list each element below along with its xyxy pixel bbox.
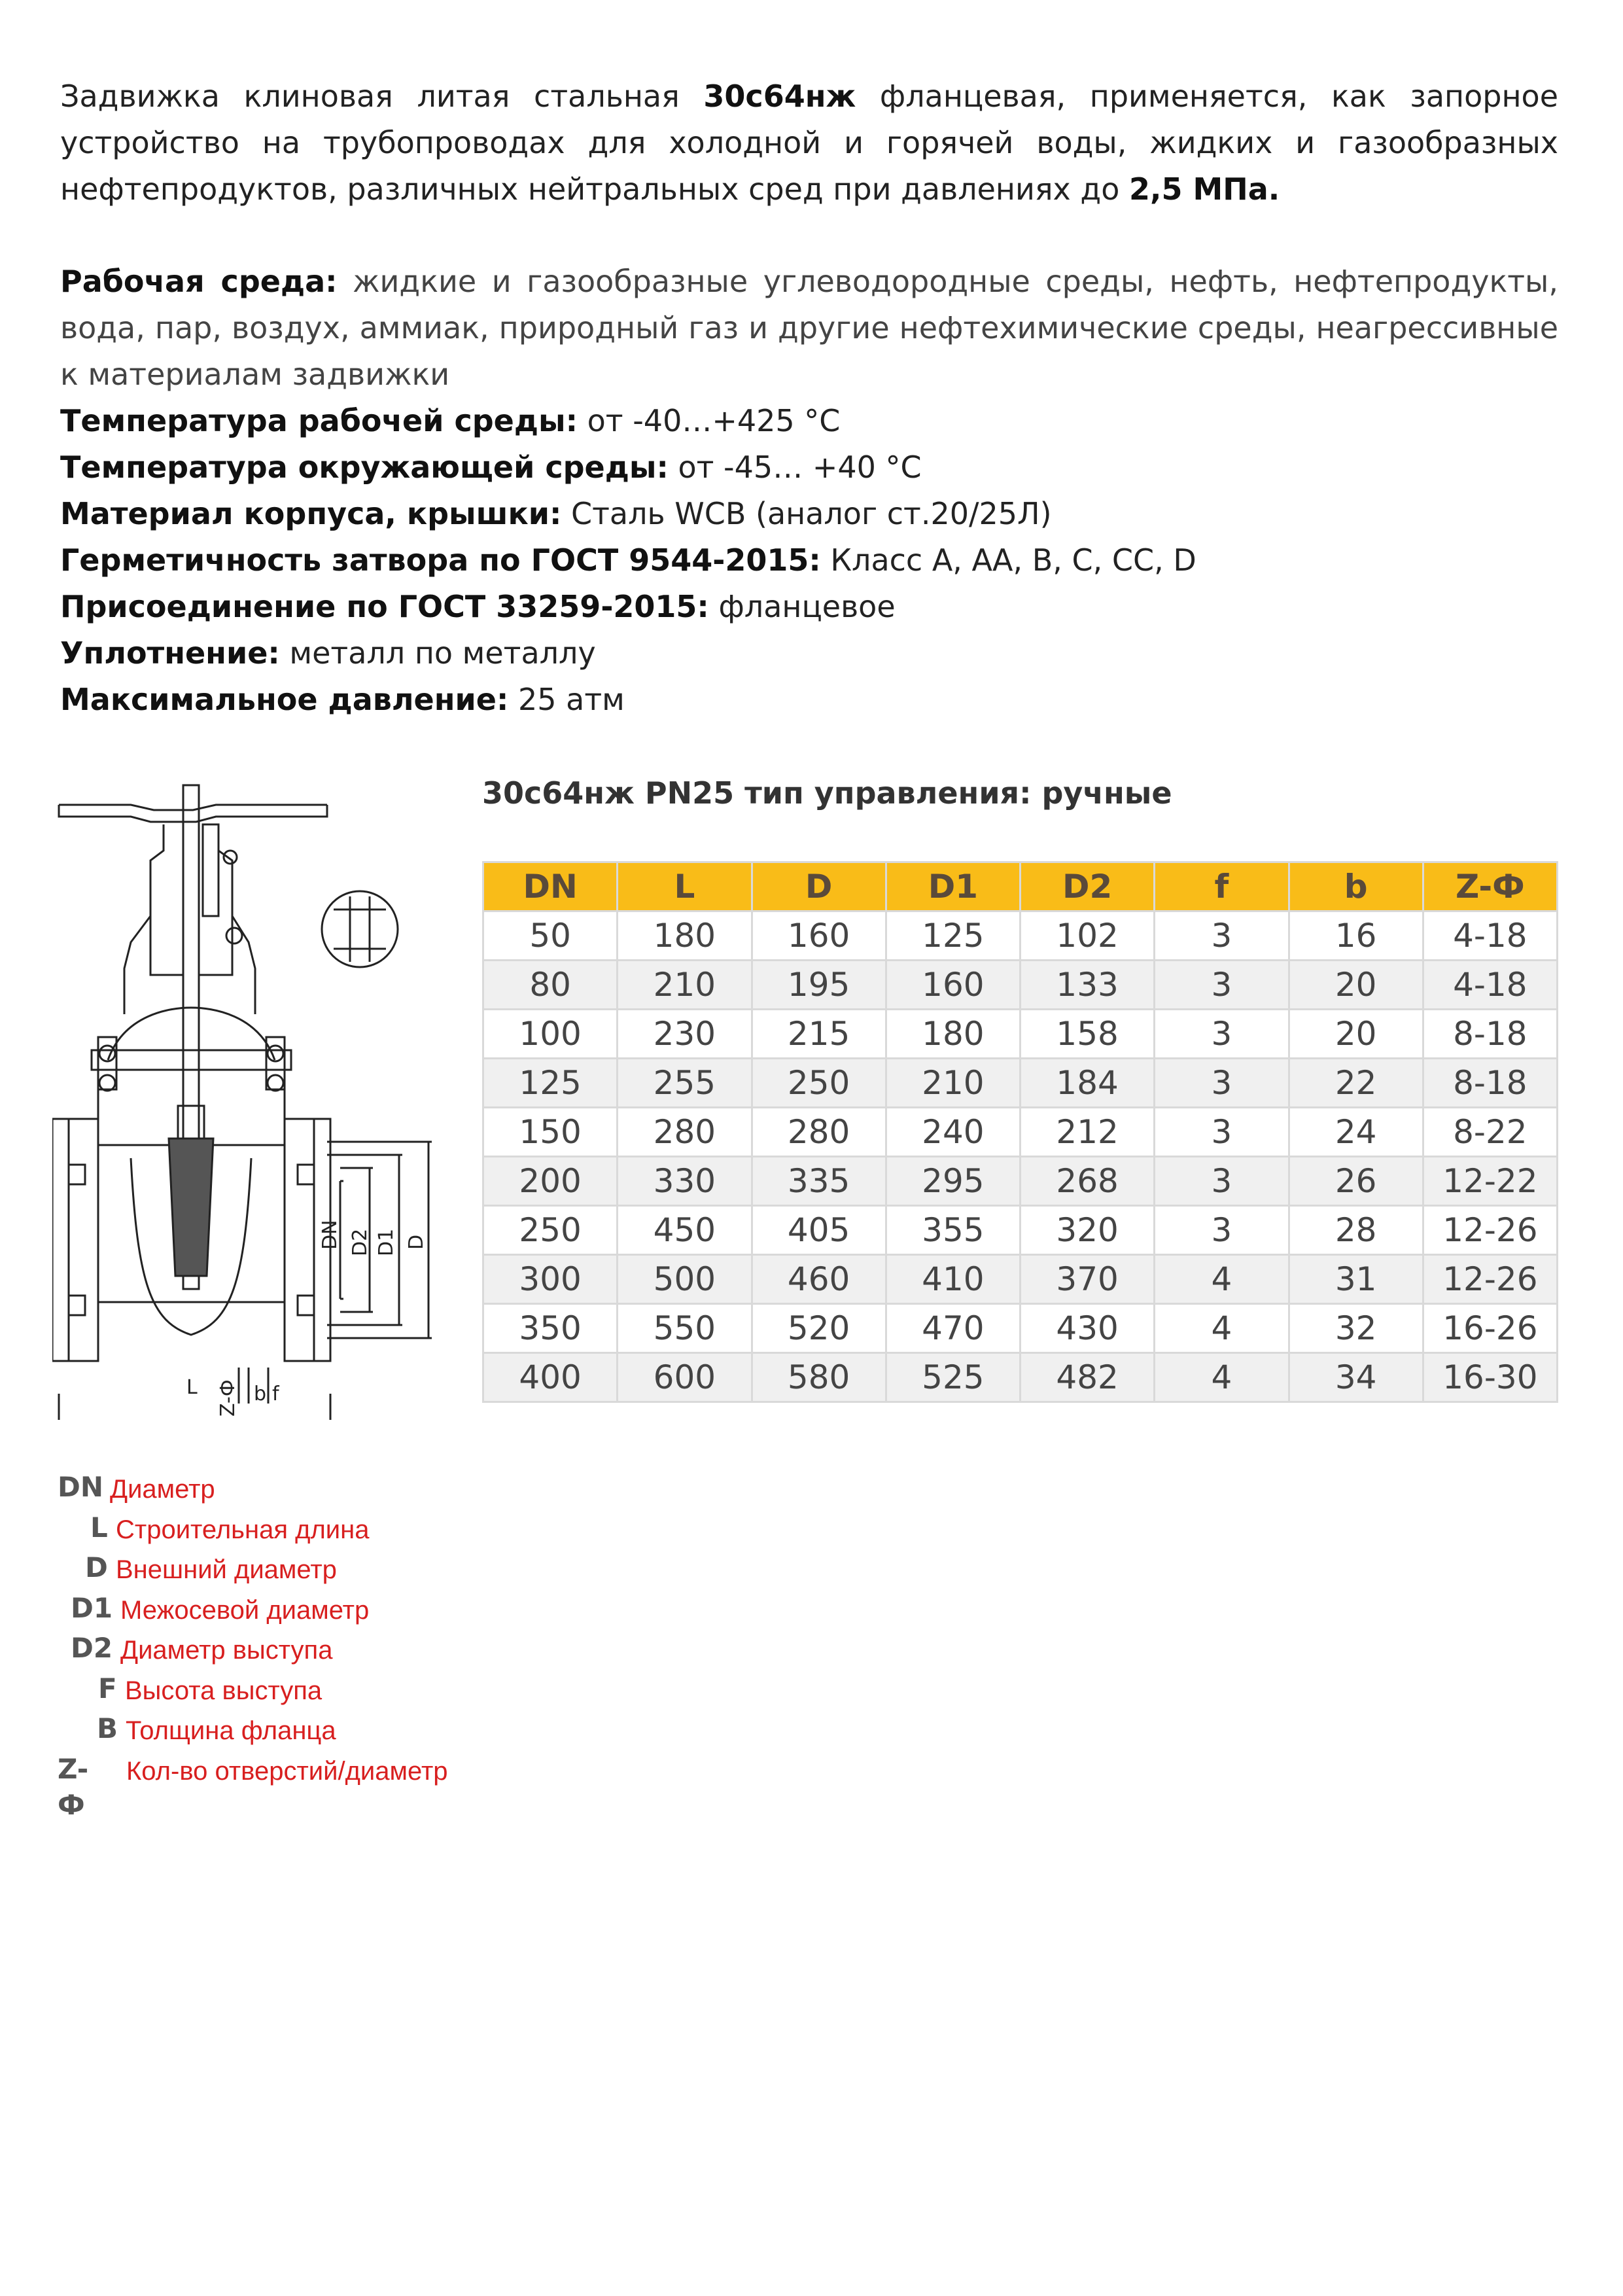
table-cell: 230	[618, 1010, 752, 1059]
legend-description: Строительная длина	[116, 1515, 370, 1544]
spec-label: Температура рабочей среды:	[60, 403, 578, 438]
legend-description: Высота выступа	[125, 1676, 323, 1705]
legend-description: Межосевой диаметр	[120, 1595, 370, 1625]
model-name: 30с64нж	[703, 79, 856, 114]
table-cell: 255	[618, 1059, 752, 1108]
legend-description: Диаметр выступа	[120, 1636, 333, 1665]
table-cell: 3	[1155, 1010, 1289, 1059]
table-cell: 250	[483, 1206, 618, 1255]
legend-code: Z-Ф	[58, 1752, 89, 1821]
table-row	[483, 911, 1558, 961]
legend-code: DN	[58, 1471, 104, 1503]
intro-text-1: Задвижка клиновая литая стальная	[60, 79, 704, 114]
dimensions-table	[482, 861, 1558, 1403]
table-cell: 28	[1289, 1206, 1423, 1255]
col-header: Z-Ф	[1423, 862, 1557, 911]
table-cell: 410	[886, 1255, 1020, 1304]
legend-code: F	[98, 1672, 117, 1704]
table-title: 30с64нж PN25 тип управления: ручные	[482, 775, 1172, 811]
table-cell: 600	[618, 1353, 752, 1402]
table-cell: 212	[1021, 1108, 1155, 1157]
table-cell: 4	[1155, 1353, 1289, 1402]
table-cell: 4-18	[1423, 961, 1557, 1010]
table-cell: 102	[1021, 911, 1155, 961]
spec-label: Присоединение по ГОСТ 33259-2015:	[60, 589, 709, 624]
dim-label-dn: DN	[319, 1220, 341, 1250]
spec-value: жидкие и газообразные углеводородные среды, нефть, нефтепродукты, вода, пар, воздух, аммиак, природный газ и другие нефтехимические среды, неагрессивные к материалам задвижки	[60, 264, 1558, 392]
table-cell: 210	[618, 961, 752, 1010]
table-cell: 400	[483, 1353, 618, 1402]
table-cell: 268	[1021, 1157, 1155, 1206]
table-cell: 8-18	[1423, 1059, 1557, 1108]
spec-value: фланцевое	[708, 589, 896, 624]
table-header-row	[483, 862, 1558, 911]
dim-label-d: D	[405, 1234, 428, 1250]
spec-value: от -40…+425 °С	[578, 403, 841, 438]
spec-label: Уплотнение:	[60, 635, 280, 671]
table-row	[483, 1304, 1558, 1353]
col-header: L	[618, 862, 752, 911]
table-cell: 580	[752, 1353, 886, 1402]
table-cell: 300	[483, 1255, 618, 1304]
table-cell: 210	[886, 1059, 1020, 1108]
dim-label-b: b	[254, 1383, 267, 1405]
table-cell: 3	[1155, 961, 1289, 1010]
table-cell: 370	[1021, 1255, 1155, 1304]
table-cell: 32	[1289, 1304, 1423, 1353]
max-pressure-highlight: 2,5 МПа.	[1128, 171, 1280, 207]
table-cell: 180	[618, 911, 752, 961]
table-cell: 12-26	[1423, 1255, 1557, 1304]
spec-value: 25 атм	[508, 682, 625, 717]
specifications	[60, 258, 1558, 723]
table-cell: 8-22	[1423, 1108, 1557, 1157]
table-cell: 4-18	[1423, 911, 1557, 961]
table-cell: 184	[1021, 1059, 1155, 1108]
table-cell: 295	[886, 1157, 1020, 1206]
spec-value: от -45… +40 °С	[668, 450, 922, 485]
table-cell: 26	[1289, 1157, 1423, 1206]
legend-description: Толщина фланца	[126, 1716, 336, 1745]
table-cell: 405	[752, 1206, 886, 1255]
spec-temp-ambient	[60, 444, 1558, 491]
table-cell: 240	[886, 1108, 1020, 1157]
table-cell: 16	[1289, 911, 1423, 961]
table-cell: 280	[752, 1108, 886, 1157]
dim-label-l: L	[186, 1376, 198, 1399]
table-cell: 3	[1155, 1206, 1289, 1255]
legend-description: Внешний диаметр	[116, 1555, 337, 1584]
table-cell: 160	[886, 961, 1020, 1010]
table-cell: 12-26	[1423, 1206, 1557, 1255]
legend-code: D	[85, 1551, 108, 1583]
col-header: f	[1155, 862, 1289, 911]
dim-label-d2: D2	[349, 1228, 372, 1256]
legend-code: L	[90, 1511, 108, 1544]
table-row	[483, 1010, 1558, 1059]
table-cell: 24	[1289, 1108, 1423, 1157]
spec-label: Температура окружающей среды:	[60, 450, 669, 485]
table-cell: 355	[886, 1206, 1020, 1255]
legend-code: D1	[71, 1591, 113, 1624]
table-cell: 450	[618, 1206, 752, 1255]
valve-technical-drawing	[52, 779, 445, 1420]
table-cell: 31	[1289, 1255, 1423, 1304]
spec-value: Класс А, АА, В, С, СС, D	[820, 542, 1196, 578]
col-header: D	[752, 862, 886, 911]
table-cell: 3	[1155, 911, 1289, 961]
table-cell: 482	[1021, 1353, 1155, 1402]
col-header: D2	[1021, 862, 1155, 911]
table-cell: 12-22	[1423, 1157, 1557, 1206]
table-cell: 3	[1155, 1157, 1289, 1206]
dim-label-d1: D1	[375, 1228, 398, 1256]
table-row	[483, 1059, 1558, 1108]
table-cell: 550	[618, 1304, 752, 1353]
table-cell: 4	[1155, 1304, 1289, 1353]
legend-code: B	[97, 1712, 118, 1744]
dim-label-z-phi: Z-Ф	[217, 1379, 239, 1417]
table-cell: 100	[483, 1010, 618, 1059]
table-cell: 200	[483, 1157, 618, 1206]
table-cell: 525	[886, 1353, 1020, 1402]
table-cell: 133	[1021, 961, 1155, 1010]
table-cell: 520	[752, 1304, 886, 1353]
table-cell: 20	[1289, 961, 1423, 1010]
table-cell: 20	[1289, 1010, 1423, 1059]
table-cell: 215	[752, 1010, 886, 1059]
table-cell: 8-18	[1423, 1010, 1557, 1059]
spec-connection	[60, 584, 1558, 630]
table-cell: 16-30	[1423, 1353, 1557, 1402]
table-row	[483, 1108, 1558, 1157]
table-cell: 195	[752, 961, 886, 1010]
table-cell: 34	[1289, 1353, 1423, 1402]
spec-label: Рабочая среда:	[60, 264, 338, 299]
spec-medium	[60, 258, 1558, 398]
table-row	[483, 1157, 1558, 1206]
table-row	[483, 961, 1558, 1010]
spec-label: Герметичность затвора по ГОСТ 9544-2015:	[60, 542, 821, 578]
table-cell: 250	[752, 1059, 886, 1108]
table-cell: 500	[618, 1255, 752, 1304]
table-cell: 125	[483, 1059, 618, 1108]
table-row	[483, 1206, 1558, 1255]
table-row	[483, 1353, 1558, 1402]
table-cell: 16-26	[1423, 1304, 1557, 1353]
spec-label: Материал корпуса, крышки:	[60, 496, 562, 531]
legend-description: Диаметр	[110, 1475, 215, 1504]
table-cell: 50	[483, 911, 618, 961]
spec-material	[60, 491, 1558, 537]
table-cell: 460	[752, 1255, 886, 1304]
table-cell: 335	[752, 1157, 886, 1206]
table-cell: 280	[618, 1108, 752, 1157]
dim-label-f: f	[272, 1383, 279, 1405]
table-cell: 350	[483, 1304, 618, 1353]
legend-code: D2	[71, 1632, 113, 1664]
table-cell: 330	[618, 1157, 752, 1206]
table-cell: 3	[1155, 1059, 1289, 1108]
col-header: D1	[886, 862, 1020, 911]
spec-tightness	[60, 537, 1558, 584]
spec-value: Сталь WCB (аналог ст.20/25Л)	[561, 496, 1052, 531]
table-cell: 4	[1155, 1255, 1289, 1304]
table-cell: 150	[483, 1108, 618, 1157]
intro-text-2: фланцевая, применяется, как запорное устройство на трубопроводах для холодной и горячей воды, жидких и газообразных нефтепродуктов, различных нейтральных сред при давлениях до	[60, 79, 1558, 207]
spec-label: Максимальное давление:	[60, 682, 509, 717]
intro-paragraph	[60, 73, 1558, 213]
spec-max-pressure	[60, 677, 1558, 723]
spec-value: металл по металлу	[279, 635, 596, 671]
col-header: DN	[483, 862, 618, 911]
table-cell: 320	[1021, 1206, 1155, 1255]
col-header: b	[1289, 862, 1423, 911]
table-row	[483, 1255, 1558, 1304]
table-cell: 125	[886, 911, 1020, 961]
table-cell: 430	[1021, 1304, 1155, 1353]
legend-description: Кол-во отверстий/диаметр	[126, 1756, 448, 1786]
table-cell: 470	[886, 1304, 1020, 1353]
table-cell: 180	[886, 1010, 1020, 1059]
table-cell: 158	[1021, 1010, 1155, 1059]
table-cell: 3	[1155, 1108, 1289, 1157]
table-cell: 22	[1289, 1059, 1423, 1108]
table-cell: 80	[483, 961, 618, 1010]
spec-temp-medium	[60, 398, 1558, 444]
spec-seal	[60, 630, 1558, 677]
table-cell: 160	[752, 911, 886, 961]
